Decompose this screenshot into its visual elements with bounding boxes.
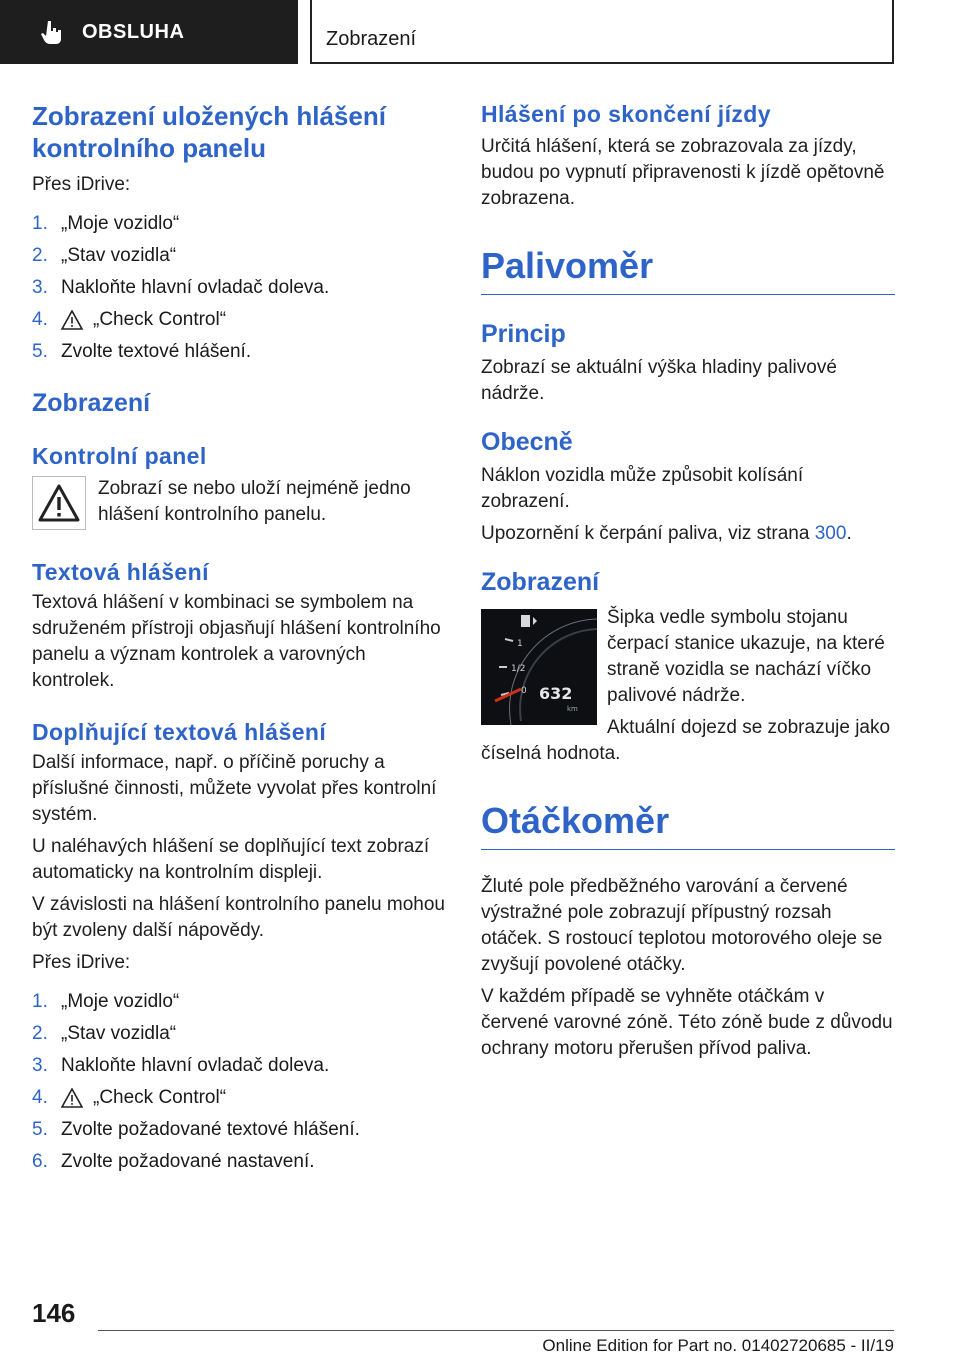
list-item: 3. Nakloňte hlavní ovladač doleva. — [32, 1055, 330, 1076]
fuel-gauge-image — [481, 609, 597, 725]
chapter-tab — [0, 0, 298, 64]
footer-edition: Online Edition for Part no. 01402720685 - II/19 — [542, 1336, 894, 1355]
list-item: 2. „Stav vozidla“ — [32, 245, 177, 266]
right-column — [481, 100, 895, 1062]
warning-triangle-icon — [61, 1088, 83, 1108]
list-item: 1. „Moje vozidlo“ — [32, 991, 180, 1012]
fuel-pump-icon — [521, 615, 530, 627]
extra-para-2: U naléhavých hlášení se doplňující text zobrazí automaticky na kontrolním displeji. — [32, 836, 430, 883]
tacho-text-1: Žluté pole předběžného varování a červené výstražné pole zobrazují přípustný rozsah otáček. S rostoucí teplotou motorového oleje se zvyšují povolené otáčky. — [481, 876, 883, 975]
list-item: 1. „Moje vozidlo“ — [32, 213, 180, 234]
intro-idrive-1: Přes iDrive: — [32, 174, 131, 195]
list-item: 5. Zvolte požadované textové hlášení. — [32, 1119, 360, 1140]
display-text-1: Šipka vedle symbolu stojanu čerpací stanice ukazuje, na které straně vozidla se nachází víčko palivové nádrže. — [607, 607, 885, 706]
heading-stored-messages: Zobrazení uložených hlášení kontrolního panelu — [32, 101, 386, 163]
section-header — [310, 0, 894, 64]
fuel-display-block — [481, 605, 895, 767]
svg-text:632: 632 — [539, 684, 573, 703]
general-text-2: Upozornění k čerpání paliva, viz strana 300. — [481, 523, 852, 544]
svg-text:1/2: 1/2 — [511, 664, 526, 674]
extra-para-3: V závislosti na hlášení kontrolního panelu mohou být zvoleny další nápovědy. — [32, 894, 445, 941]
svg-text:0: 0 — [521, 686, 527, 696]
list-item: 2. „Stav vozidla“ — [32, 1023, 177, 1044]
heading-extra-messages: Doplňující textová hlášení — [32, 719, 327, 745]
warning-triangle-icon — [61, 310, 83, 330]
svg-text:1: 1 — [517, 639, 523, 649]
principle-text: Zobrazí se aktuální výška hladiny palivové nádrže. — [481, 357, 837, 404]
text-messages-desc: Textová hlášení v kombinaci se symbolem na sdruženém přístroji objasňují hlášení kontrolního panelu a význam kontrolek a varovných kontrolek. — [32, 592, 441, 691]
steps-list-1 — [32, 208, 446, 368]
section-title: Zobrazení — [326, 28, 417, 50]
list-item: 5. Zvolte textové hlášení. — [32, 341, 252, 362]
list-item: 4. „Check Control“ — [32, 1087, 227, 1108]
control-panel-text: Zobrazí se nebo uloží nejméně jedno hlášení kontrolního panelu. — [98, 478, 411, 525]
footer-divider — [98, 1330, 894, 1331]
heading-after-drive: Hlášení po skončení jízdy — [481, 101, 771, 127]
chapter-fuel-gauge: Palivoměr — [481, 244, 895, 295]
warning-box — [32, 476, 86, 530]
heading-display: Zobrazení — [32, 389, 151, 417]
list-item: 6. Zvolte požadované nastavení. — [32, 1151, 315, 1172]
general-text-1: Náklon vozidla může způsobit kolísání zobrazení. — [481, 465, 804, 512]
steps-list-2 — [32, 986, 446, 1178]
warning-triangle-icon — [37, 483, 81, 523]
heading-text-messages: Textová hlášení — [32, 559, 209, 585]
hand-pointer-icon — [38, 18, 66, 46]
list-item: 3. Nakloňte hlavní ovladač doleva. — [32, 277, 330, 298]
intro-idrive-2: Přes iDrive: — [32, 952, 131, 973]
after-drive-text: Určitá hlášení, která se zobrazovala za jízdy, budou po vypnutí připravenosti k jízdě opětovně zobrazena. — [481, 136, 885, 209]
display-text-2: Aktuální dojezd se zobrazuje jako číselná hodnota. — [481, 717, 891, 764]
extra-para-1: Další informace, např. o příčině poruchy a příslušné činnosti, můžete vyvolat přes kontrolní systém. — [32, 752, 437, 825]
heading-display-fuel: Zobrazení — [481, 568, 600, 596]
left-column — [32, 100, 446, 1178]
svg-text:km: km — [567, 705, 578, 713]
heading-principle: Princip — [481, 320, 566, 348]
page-link[interactable]: 300 — [814, 523, 847, 544]
list-item: 4. „Check Control“ — [32, 309, 227, 330]
page-number: 146 — [32, 1298, 76, 1328]
control-panel-note — [32, 476, 446, 530]
heading-control-panel: Kontrolní panel — [32, 443, 207, 469]
heading-general: Obecně — [481, 428, 573, 456]
chapter-label: OBSLUHA — [82, 20, 185, 43]
chapter-tachometer: Otáčkoměr — [481, 799, 895, 850]
tacho-text-2: V každém případě se vyhněte otáčkám v červené varovné zóně. Této zóně bude z důvodu ochrany motoru přerušen přívod paliva. — [481, 986, 893, 1059]
